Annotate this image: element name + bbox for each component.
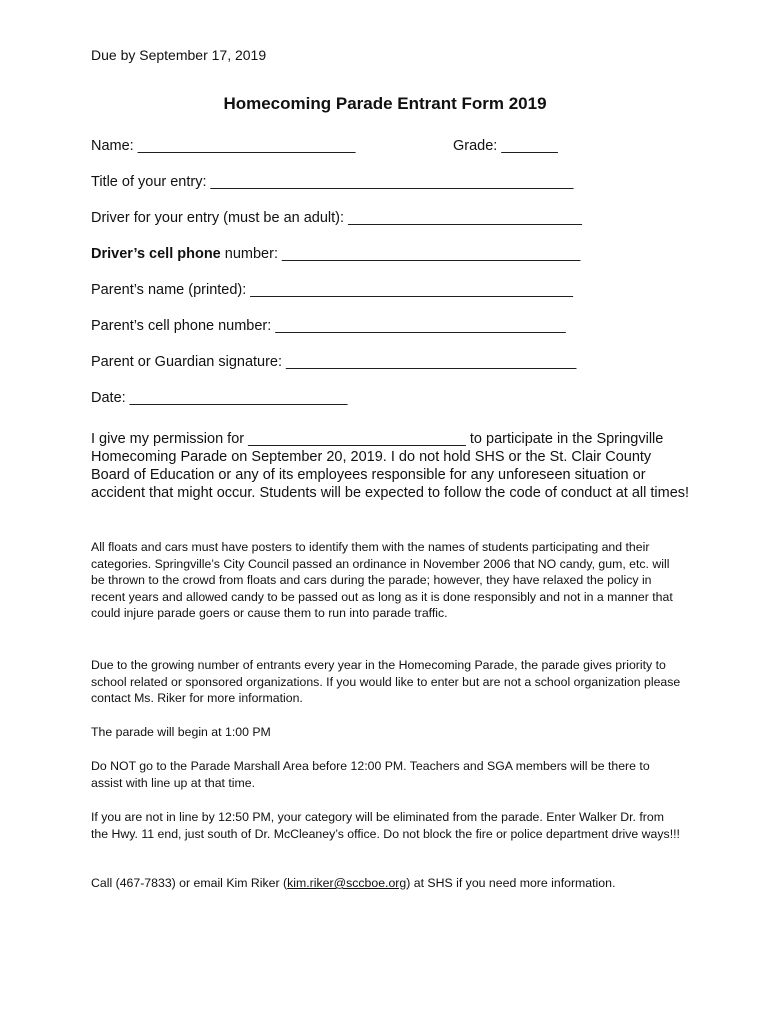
marshall-paragraph: Do NOT go to the Parade Marshall Area before 12:00 PM. Teachers and SGA members will be there to assist with line up at that time.	[91, 759, 650, 790]
start-time-paragraph: The parade will begin at 1:00 PM	[91, 725, 271, 739]
name-field[interactable]: Name: ___________________________	[91, 138, 356, 154]
priority-paragraph: Due to the growing number of entrants every year in the Homecoming Parade, the parade gives priority to school related or sponsored organizations. If you would like to enter but are not a school organization please contact Ms. Riker for more information.	[91, 658, 681, 706]
floats-paragraph: All floats and cars must have posters to identify them with the names of students participating and their categories. Springville’s City Council passed an ordinance in November 2006 that NO candy, gum, etc. will be thrown to the crowd from floats and cars during the parade; however, they have relaxed the policy in recent years and allowed candy to be passed out as long as it is done responsibly and not in a manner that could injure parade goers or cause them to run into parade traffic.	[91, 540, 673, 621]
grade-field[interactable]: Grade: _______	[453, 138, 558, 154]
email-link[interactable]: kim.riker@sccboe.org	[287, 876, 407, 890]
contact-paragraph	[91, 875, 683, 892]
driver-cell-rest: number: _____________________________________	[220, 246, 581, 262]
contact-text-before: Call (467-7833) or email Kim Riker (	[91, 876, 288, 890]
driver-cell-label: Driver’s cell phone	[91, 246, 221, 262]
form-title: Homecoming Parade Entrant Form 2019	[223, 94, 547, 113]
permission-statement: I give my permission for ___________________________ to participate in the Springville Homecoming Parade on September 20, 2019. I do not hold SHS or the St. Clair County Board of Education or any of its employees responsible for any unforeseen situation or accident that might occur. Students will be expected to follow the code of conduct at all times!	[91, 431, 690, 501]
date-field[interactable]: Date: ___________________________	[91, 390, 348, 406]
driver-cell-field[interactable]	[91, 246, 580, 262]
driver-field[interactable]: Driver for your entry (must be an adult): _____________________________	[91, 210, 582, 226]
contact-text-after: ) at SHS if you need more information.	[406, 876, 616, 890]
parent-name-field[interactable]: Parent’s name (printed): ________________________________________	[91, 282, 573, 298]
lineup-paragraph: If you are not in line by 12:50 PM, your category will be eliminated from the parade. Enter Walker Dr. from the Hwy. 11 end, just south of Dr. McCleaney’s office. Do not block the fire or police department drive ways!!!	[91, 810, 680, 841]
signature-field[interactable]: Parent or Guardian signature: ____________________________________	[91, 354, 577, 370]
parent-cell-field[interactable]: Parent’s cell phone number: ____________________________________	[91, 318, 566, 334]
entry-title-field[interactable]: Title of your entry: _____________________________________________	[91, 174, 574, 190]
due-date: Due by September 17, 2019	[91, 47, 267, 63]
